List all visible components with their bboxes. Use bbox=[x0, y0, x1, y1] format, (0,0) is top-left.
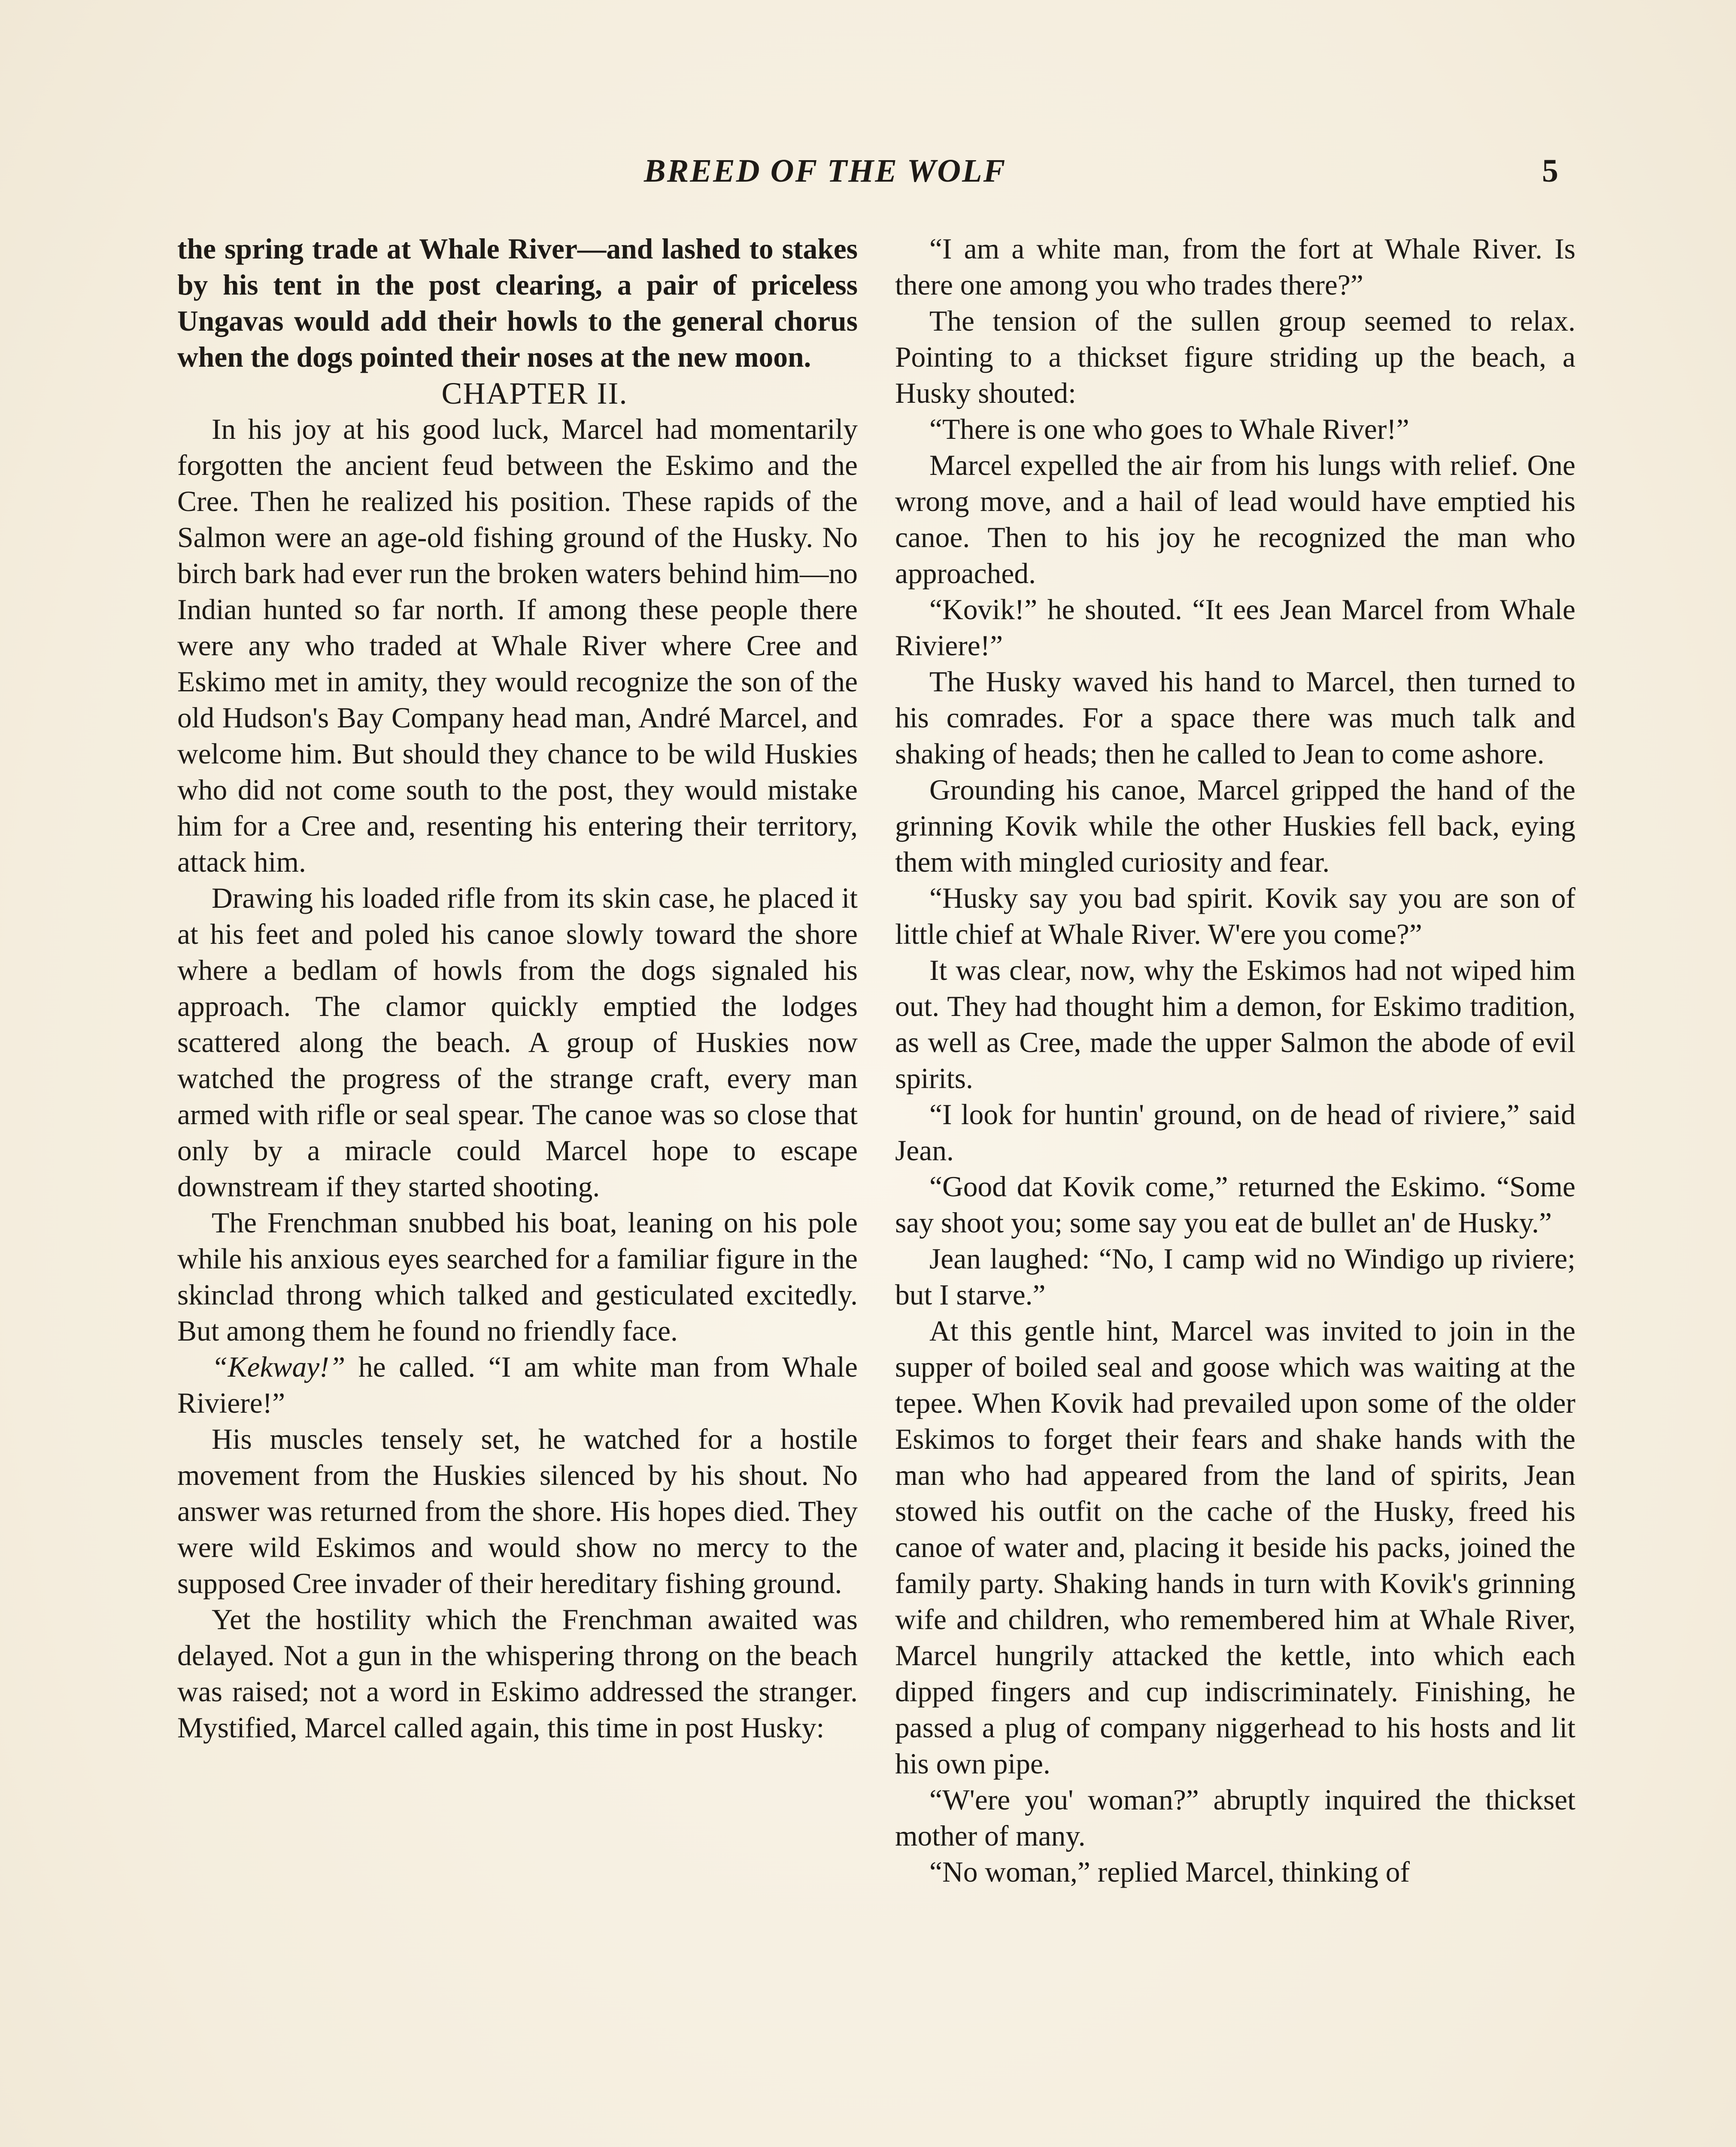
paragraph: “I look for huntin' ground, on de head of riviere,” said Jean. bbox=[895, 1098, 1575, 1167]
paragraph: The Frenchman snubbed his boat, leaning on his pole while his anxious eyes searched for a familiar figure in the skinclad throng which talked and gesticulated excitedly. But among them he found no friendly face. bbox=[177, 1207, 858, 1347]
paragraph: The Husky waved his hand to Marcel, then turned to his comrades. For a space there was much talk and shaking of heads; then he called to Jean to come ashore. bbox=[895, 666, 1575, 770]
chapter-heading: CHAPTER II. bbox=[441, 376, 628, 411]
paragraph: “Husky say you bad spirit. Kovik say you are son of little chief at Whale River. W'ere you come?” bbox=[895, 882, 1575, 950]
paragraph: Grounding his canoe, Marcel gripped the hand of the grinning Kovik while the other Huskies fell back, eying them with mingled curiosity and fear. bbox=[895, 774, 1575, 878]
paragraph: “Kovik!” he shouted. “It ees Jean Marcel from Whale Riviere!” bbox=[895, 593, 1575, 662]
paragraph: Yet the hostility which the Frenchman awaited was delayed. Not a gun in the whispering throng on the beach was raised; not a word in Eskimo addressed the stranger. Mystified, Marcel called again, this time in post Husky: bbox=[177, 1603, 858, 1744]
paragraph: Jean laughed: “No, I camp wid no Windigo up riviere; but I starve.” bbox=[895, 1243, 1575, 1311]
paragraph: In his joy at his good luck, Marcel had momentarily forgotten the ancient feud between the Eskimo and the Cree. Then he realized his position. These rapids of the Salmon were an age-old fishing ground of the Husky. No birch bark had ever run the broken waters behind him—no Indian hunted so far north. If among these people there were any who traded at Whale River where Cree and Eskimo met in amity, they would recognize the son of the old Hudson's Bay Company head man, André Marcel, and welcome him. But should they chance to be wild Huskies who did not come south to the post, they would mistake him for a Cree and, resenting his entering their territory, attack him. bbox=[177, 413, 858, 878]
paragraph: “There is one who goes to Whale River!” bbox=[929, 413, 1409, 445]
paragraph: “Good dat Kovik come,” returned the Eskimo. “Some say shoot you; some say you eat de bullet an' de Husky.” bbox=[895, 1171, 1575, 1239]
running-title: BREED OF THE WOLF bbox=[644, 153, 1007, 189]
paragraph bbox=[177, 1349, 858, 1421]
paragraph: “I am a white man, from the fort at Whale River. Is there one among you who trades there?” bbox=[895, 233, 1575, 301]
left-column bbox=[177, 231, 858, 1746]
paragraph-text: he called. “I am white man from Whale Riviere!” bbox=[177, 1351, 858, 1419]
paragraph: The tension of the sullen group seemed to relax. Pointing to a thickset figure striding up the beach, a Husky shouted: bbox=[895, 305, 1575, 409]
paragraph: At this gentle hint, Marcel was invited to join in the supper of boiled seal and goose which was waiting at the tepee. When Kovik had prevailed upon some of the older Eskimos to forget their fears and shake hands with the man who had appeared from the land of spirits, Jean stowed his outfit on the cache of the Husky, freed his canoe of water and, placing it beside his packs, joined the family party. Shaking hands in turn with Kovik's grinning wife and children, who remembered him at Whale River, Marcel hungrily attacked the kettle, into which each dipped fingers and cup indiscriminately. Finishing, he passed a plug of company niggerhead to his hosts and lit his own pipe. bbox=[895, 1315, 1575, 1780]
paragraph: It was clear, now, why the Eskimos had not wiped him out. They had thought him a demon, for Eskimo tradition, as well as Cree, made the upper Salmon the abode of evil spirits. bbox=[895, 954, 1575, 1095]
paragraph: the spring trade at Whale River—and lashed to stakes by his tent in the post clearing, a pair of priceless Ungavas would add their howls to the general chorus when the dogs pointed their noses at the new moon. bbox=[177, 233, 858, 373]
paragraph: Drawing his loaded rifle from its skin case, he placed it at his feet and poled his canoe slowly toward the shore where a bedlam of howls from the dogs signaled his approach. The clamor quickly emptied the lodges scattered along the beach. A group of Huskies now watched the progress of the strange craft, every man armed with rifle or seal spear. The canoe was so close that only by a miracle could Marcel hope to escape downstream if they started shooting. bbox=[177, 882, 858, 1203]
paragraph: “W'ere you' woman?” abruptly inquired the thickset mother of many. bbox=[895, 1784, 1575, 1852]
paragraph: His muscles tensely set, he watched for a hostile movement from the Huskies silenced by his shout. No answer was returned from the shore. His hopes died. They were wild Eskimos and would show no mercy to the supposed Cree invader of their hereditary fishing ground. bbox=[177, 1423, 858, 1600]
paragraph: Marcel expelled the air from his lungs with relief. One wrong move, and a hail of lead would have emptied his canoe. Then to his joy he recognized the man who approached. bbox=[895, 449, 1575, 590]
paragraph: “No woman,” replied Marcel, thinking of bbox=[929, 1856, 1410, 1888]
running-header bbox=[644, 152, 1558, 204]
italic-exclamation: “Kekway!” bbox=[212, 1351, 346, 1383]
page-number: 5 bbox=[1542, 153, 1558, 189]
right-column bbox=[895, 231, 1575, 1890]
